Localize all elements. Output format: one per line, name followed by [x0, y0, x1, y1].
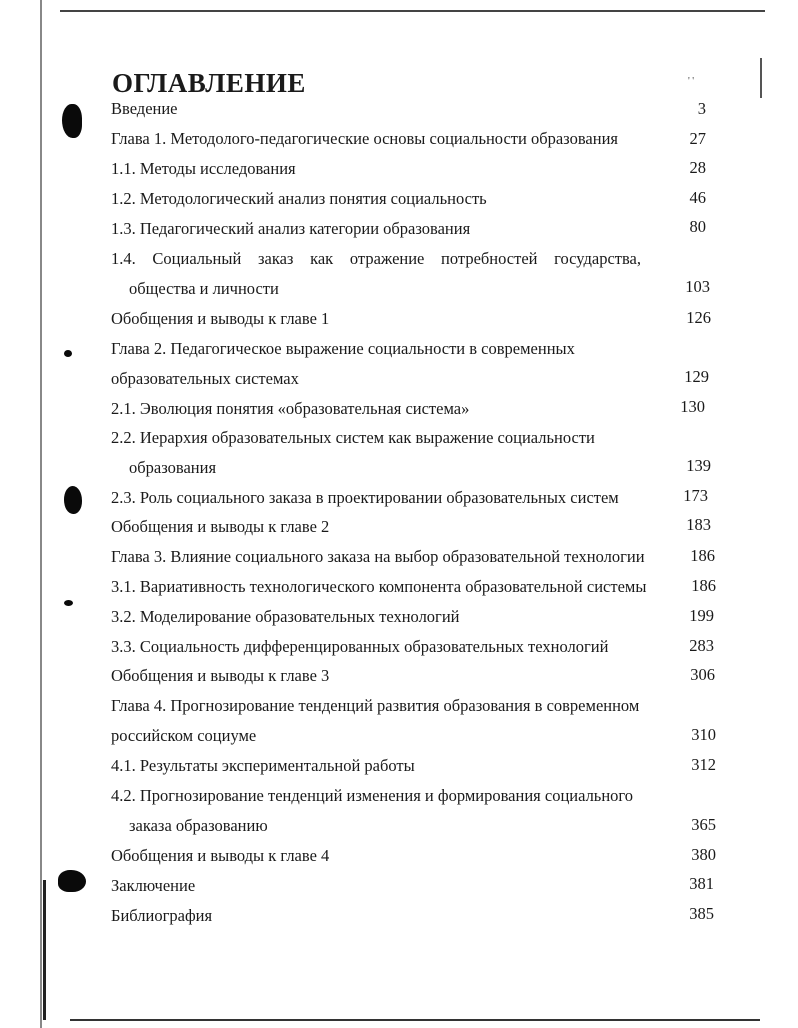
toc-page-number: 199	[689, 606, 714, 625]
toc-entry: Обобщения и выводы к главе 2	[111, 517, 330, 536]
toc-entry: 2.2. Иерархия образовательных систем как выражение социальности	[111, 428, 595, 447]
toc-page-number: 27	[689, 129, 706, 148]
toc-entry: 1.1. Методы исследования	[111, 159, 296, 178]
toc-page-number: 183	[686, 515, 711, 534]
toc-entry: 1.4. Социальный заказ как отражение потребностей государства,	[111, 249, 641, 268]
toc-page-number: 365	[691, 815, 716, 834]
toc-page-number: 129	[684, 367, 709, 386]
toc-page-number: 126	[686, 308, 711, 327]
page-title: ОГЛАВЛЕНИЕ	[112, 68, 306, 98]
toc-entry: образовательных системах	[111, 369, 299, 388]
toc-page-number: 310	[691, 725, 716, 744]
toc-entry: 4.1. Результаты экспериментальной работы	[111, 756, 415, 775]
toc-entry: 3.1. Вариативность технологического компонента образовательной системы	[111, 577, 647, 596]
toc-entry: общества и личности	[129, 279, 279, 298]
toc-page-number: 130	[680, 397, 705, 416]
toc-page-number: 385	[689, 904, 714, 923]
toc-entry: российском социуме	[111, 726, 257, 745]
toc-page-number: 186	[691, 576, 716, 595]
toc-page-number: 28	[689, 158, 706, 177]
toc-page-number: 139	[686, 456, 711, 475]
toc-entry: Глава 1. Методолого-педагогические основы социальности образования	[111, 129, 618, 148]
toc-entry: Глава 2. Педагогическое выражение социальности в современных	[111, 339, 575, 358]
toc-page-number: 312	[691, 755, 716, 774]
toc-entry: Обобщения и выводы к главе 4	[111, 846, 330, 865]
toc-entry: 1.3. Педагогический анализ категории образования	[111, 219, 471, 238]
toc-page-number: 186	[690, 546, 715, 565]
toc-entry: заказа образованию	[129, 816, 268, 835]
toc-entry: образования	[129, 458, 217, 477]
toc-page-number: 283	[689, 636, 714, 655]
toc-page-number: 46	[689, 188, 706, 207]
toc-page-number: 103	[685, 277, 710, 296]
toc-page-number: 80	[689, 217, 706, 236]
toc-page-number: 3	[697, 99, 706, 118]
toc-entry: Обобщения и выводы к главе 3	[111, 666, 330, 685]
toc-entry: 1.2. Методологический анализ понятия социальность	[111, 189, 487, 208]
toc-entry: Введение	[111, 99, 178, 118]
toc-page-number: 173	[683, 486, 708, 505]
toc-entry: 2.3. Роль социального заказа в проектировании образовательных систем	[111, 488, 619, 507]
corner-marks: ' '	[688, 76, 695, 87]
toc-entry: Глава 3. Влияние социального заказа на выбор образовательной технологии	[111, 547, 645, 566]
toc-entry: 4.2. Прогнозирование тенденций изменения и формирования социального	[111, 786, 634, 805]
toc-entry: Обобщения и выводы к главе 1	[111, 309, 330, 328]
toc-entry: 3.2. Моделирование образовательных технологий	[111, 607, 460, 626]
toc-entry: Библиография	[111, 906, 213, 925]
toc-page-number: 381	[689, 874, 714, 893]
toc-entry: 2.1. Эволюция понятия «образовательная система»	[111, 399, 470, 418]
toc-entry: 3.3. Социальность дифференцированных образовательных технологий	[111, 637, 609, 656]
toc-page-number: 306	[690, 665, 715, 684]
toc-page-number: 380	[691, 845, 716, 864]
toc-entry: Глава 4. Прогнозирование тенденций развития образования в современном	[111, 696, 640, 715]
toc-entry: Заключение	[111, 876, 196, 895]
